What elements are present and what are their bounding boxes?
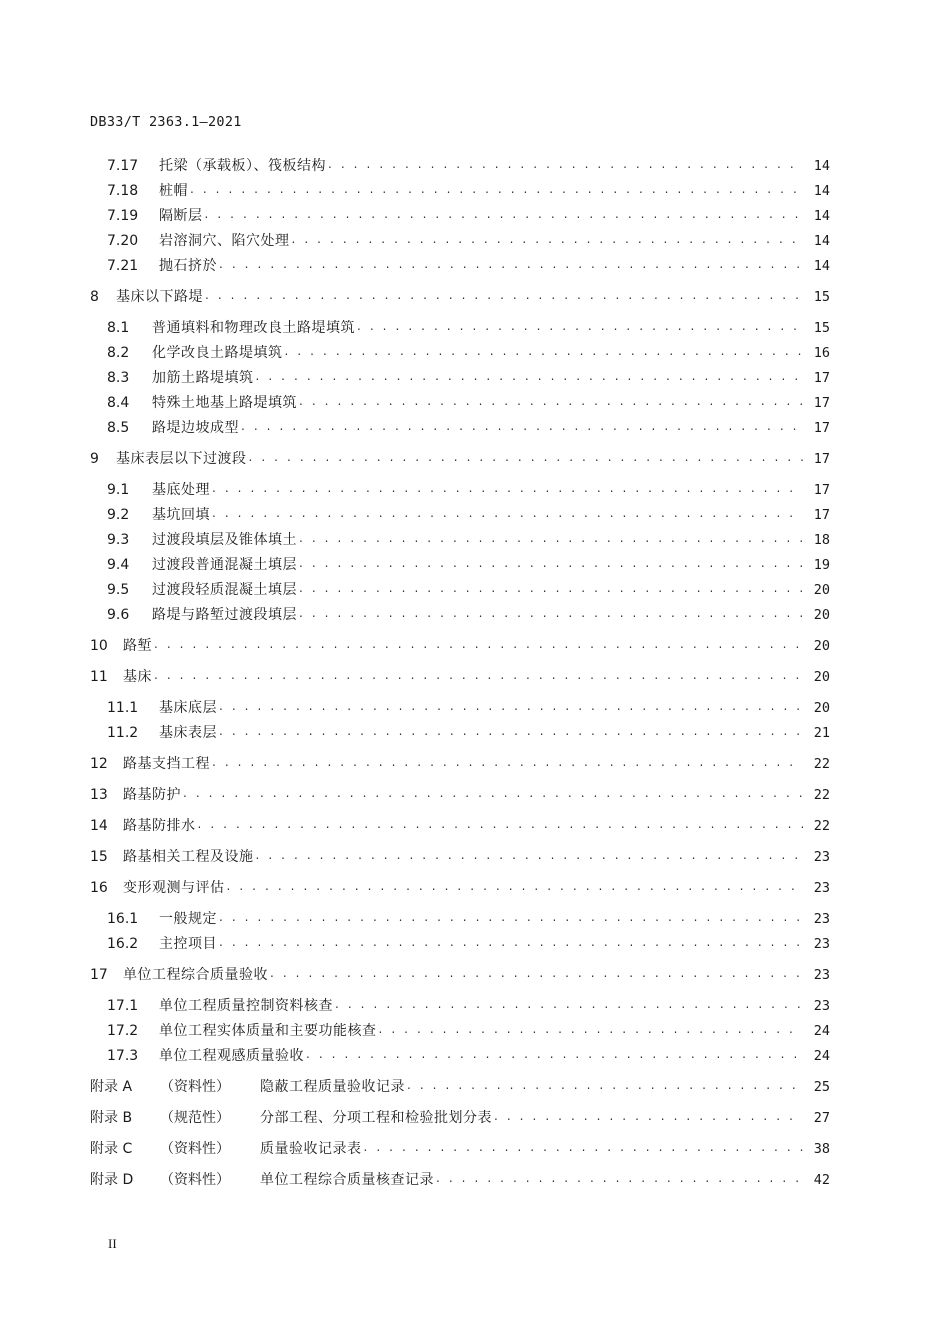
toc-entry-title: 普通填料和物理改良土路堤填筑 bbox=[152, 320, 355, 336]
toc-entry-number: 8.5 bbox=[107, 420, 130, 436]
toc-dot-leader bbox=[219, 722, 803, 740]
toc-entry[interactable] bbox=[90, 813, 830, 835]
toc-dot-leader bbox=[379, 1020, 804, 1038]
toc-dot-leader bbox=[205, 286, 803, 304]
toc-entry-page: 17 bbox=[813, 507, 830, 523]
toc-entry-page: 21 bbox=[813, 725, 830, 741]
toc-entry[interactable] bbox=[90, 1018, 830, 1040]
toc-entry-page: 22 bbox=[813, 818, 830, 834]
toc-entry-number: 17.1 bbox=[107, 998, 139, 1014]
document-id-header: DB33/T 2363.1—2021 bbox=[90, 114, 242, 130]
toc-appendix-entry[interactable] bbox=[90, 1136, 830, 1158]
toc-entry-number: 附录 A bbox=[90, 1079, 133, 1095]
toc-entry-number: 11.1 bbox=[107, 700, 139, 716]
toc-entry[interactable] bbox=[90, 340, 830, 362]
toc-entry-page: 27 bbox=[813, 1110, 830, 1126]
toc-dot-leader bbox=[299, 604, 803, 622]
toc-entry-number: 7.17 bbox=[107, 158, 139, 174]
toc-dot-leader bbox=[219, 255, 803, 273]
toc-entry-title: 路基防护 bbox=[123, 787, 181, 803]
toc-entry-title: 一般规定 bbox=[159, 911, 217, 927]
toc-dot-leader bbox=[154, 666, 803, 684]
toc-entry-title: 基床 bbox=[123, 669, 152, 685]
toc-dot-leader bbox=[249, 448, 804, 466]
toc-entry-page: 42 bbox=[813, 1172, 830, 1188]
toc-entry-number: 11 bbox=[90, 669, 108, 685]
toc-entry-number: 9.5 bbox=[107, 582, 130, 598]
toc-appendix-entry[interactable] bbox=[90, 1105, 830, 1127]
toc-entry[interactable] bbox=[90, 720, 830, 742]
toc-entry-title: 化学改良土路堤填筑 bbox=[152, 345, 283, 361]
toc-dot-leader bbox=[212, 504, 803, 522]
toc-entry-title: 路基防排水 bbox=[123, 818, 196, 834]
toc-dot-leader bbox=[357, 317, 803, 335]
toc-dot-leader bbox=[335, 995, 803, 1013]
toc-entry[interactable] bbox=[90, 577, 830, 599]
toc-dot-leader bbox=[154, 635, 803, 653]
toc-dot-leader bbox=[299, 529, 803, 547]
toc-entry-title: 路堤边坡成型 bbox=[152, 420, 239, 436]
toc-entry-page: 23 bbox=[813, 967, 830, 983]
toc-entry[interactable] bbox=[90, 906, 830, 928]
toc-dot-leader bbox=[328, 155, 803, 173]
toc-entry-number: 17.3 bbox=[107, 1048, 139, 1064]
toc-entry-page: 14 bbox=[813, 233, 830, 249]
toc-entry-number: 9.1 bbox=[107, 482, 130, 498]
toc-entry-title: 路基相关工程及设施 bbox=[123, 849, 254, 865]
toc-entry-number: 7.21 bbox=[107, 258, 139, 274]
toc-appendix-type: （资料性） bbox=[160, 1141, 230, 1157]
toc-entry-page: 20 bbox=[813, 607, 830, 623]
toc-dot-leader bbox=[436, 1169, 803, 1187]
toc-entry[interactable] bbox=[90, 527, 830, 549]
toc-entry[interactable] bbox=[90, 390, 830, 412]
toc-entry-page: 15 bbox=[813, 289, 830, 305]
toc-entry-title: 隔断层 bbox=[159, 208, 203, 224]
toc-entry-number: 附录 B bbox=[90, 1110, 133, 1126]
toc-entry-title: 过渡段普通混凝土填层 bbox=[152, 557, 297, 573]
toc-entry-title: 主控项目 bbox=[159, 936, 217, 952]
toc-entry-title: 路堤与路堑过渡段填层 bbox=[152, 607, 297, 623]
toc-entry-page: 17 bbox=[813, 395, 830, 411]
toc-entry-page: 19 bbox=[813, 557, 830, 573]
toc-entry[interactable] bbox=[90, 844, 830, 866]
toc-entry[interactable] bbox=[90, 664, 830, 686]
toc-entry-title: 过渡段轻质混凝土填层 bbox=[152, 582, 297, 598]
toc-entry-page: 14 bbox=[813, 208, 830, 224]
toc-entry[interactable] bbox=[90, 178, 830, 200]
toc-entry-number: 14 bbox=[90, 818, 108, 834]
toc-entry-page: 14 bbox=[813, 158, 830, 174]
toc-dot-leader bbox=[219, 933, 803, 951]
toc-entry-number: 16.1 bbox=[107, 911, 139, 927]
toc-entry-title: 单位工程质量控制资料核查 bbox=[159, 998, 333, 1014]
toc-entry-title: 单位工程综合质量验收 bbox=[123, 967, 268, 983]
toc-dot-leader bbox=[292, 230, 804, 248]
toc-dot-leader bbox=[183, 784, 803, 802]
toc-entry-number: 9 bbox=[90, 451, 99, 467]
toc-entry[interactable] bbox=[90, 993, 830, 1015]
toc-entry-number: 9.6 bbox=[107, 607, 130, 623]
page-number-footer: II bbox=[108, 1236, 117, 1251]
toc-entry-title: 路基支挡工程 bbox=[123, 756, 210, 772]
toc-dot-leader bbox=[494, 1107, 803, 1125]
toc-entry[interactable] bbox=[90, 552, 830, 574]
toc-entry-title: 岩溶洞穴、陷穴处理 bbox=[159, 233, 290, 249]
toc-entry-number: 附录 C bbox=[90, 1141, 133, 1157]
toc-entry[interactable] bbox=[90, 502, 830, 524]
toc-entry-page: 20 bbox=[813, 700, 830, 716]
toc-entry[interactable] bbox=[90, 477, 830, 499]
toc-entry-page: 16 bbox=[813, 345, 830, 361]
toc-dot-leader bbox=[306, 1045, 803, 1063]
toc-entry-title: 特殊土地基上路堤填筑 bbox=[152, 395, 297, 411]
toc-entry-title: 单位工程观感质量验收 bbox=[159, 1048, 304, 1064]
toc-entry-number: 11.2 bbox=[107, 725, 139, 741]
toc-entry-number: 9.3 bbox=[107, 532, 130, 548]
toc-entry-page: 17 bbox=[813, 451, 830, 467]
toc-entry-page: 14 bbox=[813, 183, 830, 199]
toc-entry-page: 14 bbox=[813, 258, 830, 274]
toc-appendix-entry[interactable] bbox=[90, 1167, 830, 1189]
toc-entry-number: 7.20 bbox=[107, 233, 139, 249]
toc-entry-number: 12 bbox=[90, 756, 108, 772]
toc-entry-page: 20 bbox=[813, 582, 830, 598]
toc-dot-leader bbox=[241, 417, 803, 435]
toc-entry-page: 20 bbox=[813, 638, 830, 654]
toc-dot-leader bbox=[219, 697, 803, 715]
toc-dot-leader bbox=[212, 753, 803, 771]
toc-entry-title: 隐蔽工程质量验收记录 bbox=[260, 1079, 405, 1095]
toc-entry[interactable] bbox=[90, 253, 830, 275]
toc-entry-number: 8.1 bbox=[107, 320, 130, 336]
toc-entry-number: 16 bbox=[90, 880, 108, 896]
toc-entry-page: 23 bbox=[813, 936, 830, 952]
toc-entry-number: 15 bbox=[90, 849, 108, 865]
toc-entry[interactable] bbox=[90, 203, 830, 225]
toc-entry-page: 24 bbox=[813, 1048, 830, 1064]
toc-dot-leader bbox=[364, 1138, 804, 1156]
toc-entry[interactable] bbox=[90, 446, 830, 468]
toc-dot-leader bbox=[299, 392, 803, 410]
toc-dot-leader bbox=[256, 367, 804, 385]
toc-entry[interactable] bbox=[90, 962, 830, 984]
toc-entry[interactable] bbox=[90, 228, 830, 250]
toc-entry[interactable] bbox=[90, 1043, 830, 1065]
toc-entry-number: 附录 D bbox=[90, 1172, 134, 1188]
toc-entry-number: 17.2 bbox=[107, 1023, 139, 1039]
toc-dot-leader bbox=[407, 1076, 803, 1094]
toc-entry-title: 加筋土路堤填筑 bbox=[152, 370, 254, 386]
toc-entry-page: 25 bbox=[813, 1079, 830, 1095]
toc-appendix-type: （资料性） bbox=[160, 1172, 230, 1188]
toc-entry-number: 13 bbox=[90, 787, 108, 803]
toc-entry-page: 17 bbox=[813, 370, 830, 386]
toc-entry-title: 基床底层 bbox=[159, 700, 217, 716]
toc-entry-title: 桩帽 bbox=[159, 183, 188, 199]
toc-appendix-type: （规范性） bbox=[160, 1110, 230, 1126]
toc-entry[interactable] bbox=[90, 695, 830, 717]
toc-entry-title: 单位工程综合质量核查记录 bbox=[260, 1172, 434, 1188]
toc-entry-number: 9.4 bbox=[107, 557, 130, 573]
toc-appendix-entry[interactable] bbox=[90, 1074, 830, 1096]
toc-entry-number: 17 bbox=[90, 967, 108, 983]
toc-dot-leader bbox=[299, 579, 803, 597]
toc-entry[interactable] bbox=[90, 875, 830, 897]
toc-entry-title: 单位工程实体质量和主要功能核查 bbox=[159, 1023, 377, 1039]
toc-entry-title: 托梁（承载板）、筏板结构 bbox=[159, 158, 326, 174]
toc-entry-title: 基床以下路堤 bbox=[116, 289, 203, 305]
toc-entry-title: 基床表层 bbox=[159, 725, 217, 741]
toc-entry-number: 7.18 bbox=[107, 183, 139, 199]
toc-entry[interactable] bbox=[90, 315, 830, 337]
toc-entry-title: 质量验收记录表 bbox=[260, 1141, 362, 1157]
toc-entry-number: 8.2 bbox=[107, 345, 130, 361]
toc-entry[interactable] bbox=[90, 284, 830, 306]
toc-entry[interactable] bbox=[90, 602, 830, 624]
toc-entry-page: 18 bbox=[813, 532, 830, 548]
toc-entry-page: 23 bbox=[813, 880, 830, 896]
toc-entry-title: 基床表层以下过渡段 bbox=[116, 451, 247, 467]
toc-entry[interactable] bbox=[90, 751, 830, 773]
toc-entry-page: 17 bbox=[813, 482, 830, 498]
toc-entry-page: 17 bbox=[813, 420, 830, 436]
toc-dot-leader bbox=[212, 479, 803, 497]
toc-dot-leader bbox=[256, 846, 804, 864]
toc-entry[interactable] bbox=[90, 931, 830, 953]
toc-entry-title: 过渡段填层及锥体填土 bbox=[152, 532, 297, 548]
toc-entry[interactable] bbox=[90, 365, 830, 387]
toc-dot-leader bbox=[285, 342, 804, 360]
toc-entry-number: 10 bbox=[90, 638, 108, 654]
toc-entry[interactable] bbox=[90, 153, 830, 175]
toc-appendix-type: （资料性） bbox=[160, 1079, 230, 1095]
toc-dot-leader bbox=[227, 877, 804, 895]
toc-entry-title: 分部工程、分项工程和检验批划分表 bbox=[260, 1110, 492, 1126]
toc-dot-leader bbox=[270, 964, 803, 982]
toc-entry[interactable] bbox=[90, 633, 830, 655]
toc-entry-page: 23 bbox=[813, 849, 830, 865]
toc-entry-number: 7.19 bbox=[107, 208, 139, 224]
toc-dot-leader bbox=[190, 180, 803, 198]
toc-entry-title: 路堑 bbox=[123, 638, 152, 654]
toc-dot-leader bbox=[299, 554, 803, 572]
toc-entry-page: 15 bbox=[813, 320, 830, 336]
toc-entry-page: 22 bbox=[813, 787, 830, 803]
toc-entry-page: 23 bbox=[813, 998, 830, 1014]
toc-dot-leader bbox=[219, 908, 803, 926]
toc-entry-title: 抛石挤於 bbox=[159, 258, 217, 274]
toc-entry-page: 20 bbox=[813, 669, 830, 685]
toc-entry-title: 基底处理 bbox=[152, 482, 210, 498]
toc-entry-number: 9.2 bbox=[107, 507, 130, 523]
toc-entry-title: 基坑回填 bbox=[152, 507, 210, 523]
toc-entry[interactable] bbox=[90, 782, 830, 804]
toc-entry-page: 22 bbox=[813, 756, 830, 772]
toc-entry-title: 变形观测与评估 bbox=[123, 880, 225, 896]
toc-entry-page: 38 bbox=[813, 1141, 830, 1157]
toc-entry-page: 24 bbox=[813, 1023, 830, 1039]
toc-dot-leader bbox=[205, 205, 804, 223]
toc-dot-leader bbox=[198, 815, 804, 833]
toc-entry-number: 8 bbox=[90, 289, 99, 305]
toc-entry-number: 8.3 bbox=[107, 370, 130, 386]
toc-entry-page: 23 bbox=[813, 911, 830, 927]
toc-entry[interactable] bbox=[90, 415, 830, 437]
toc-entry-number: 16.2 bbox=[107, 936, 139, 952]
toc-entry-number: 8.4 bbox=[107, 395, 130, 411]
